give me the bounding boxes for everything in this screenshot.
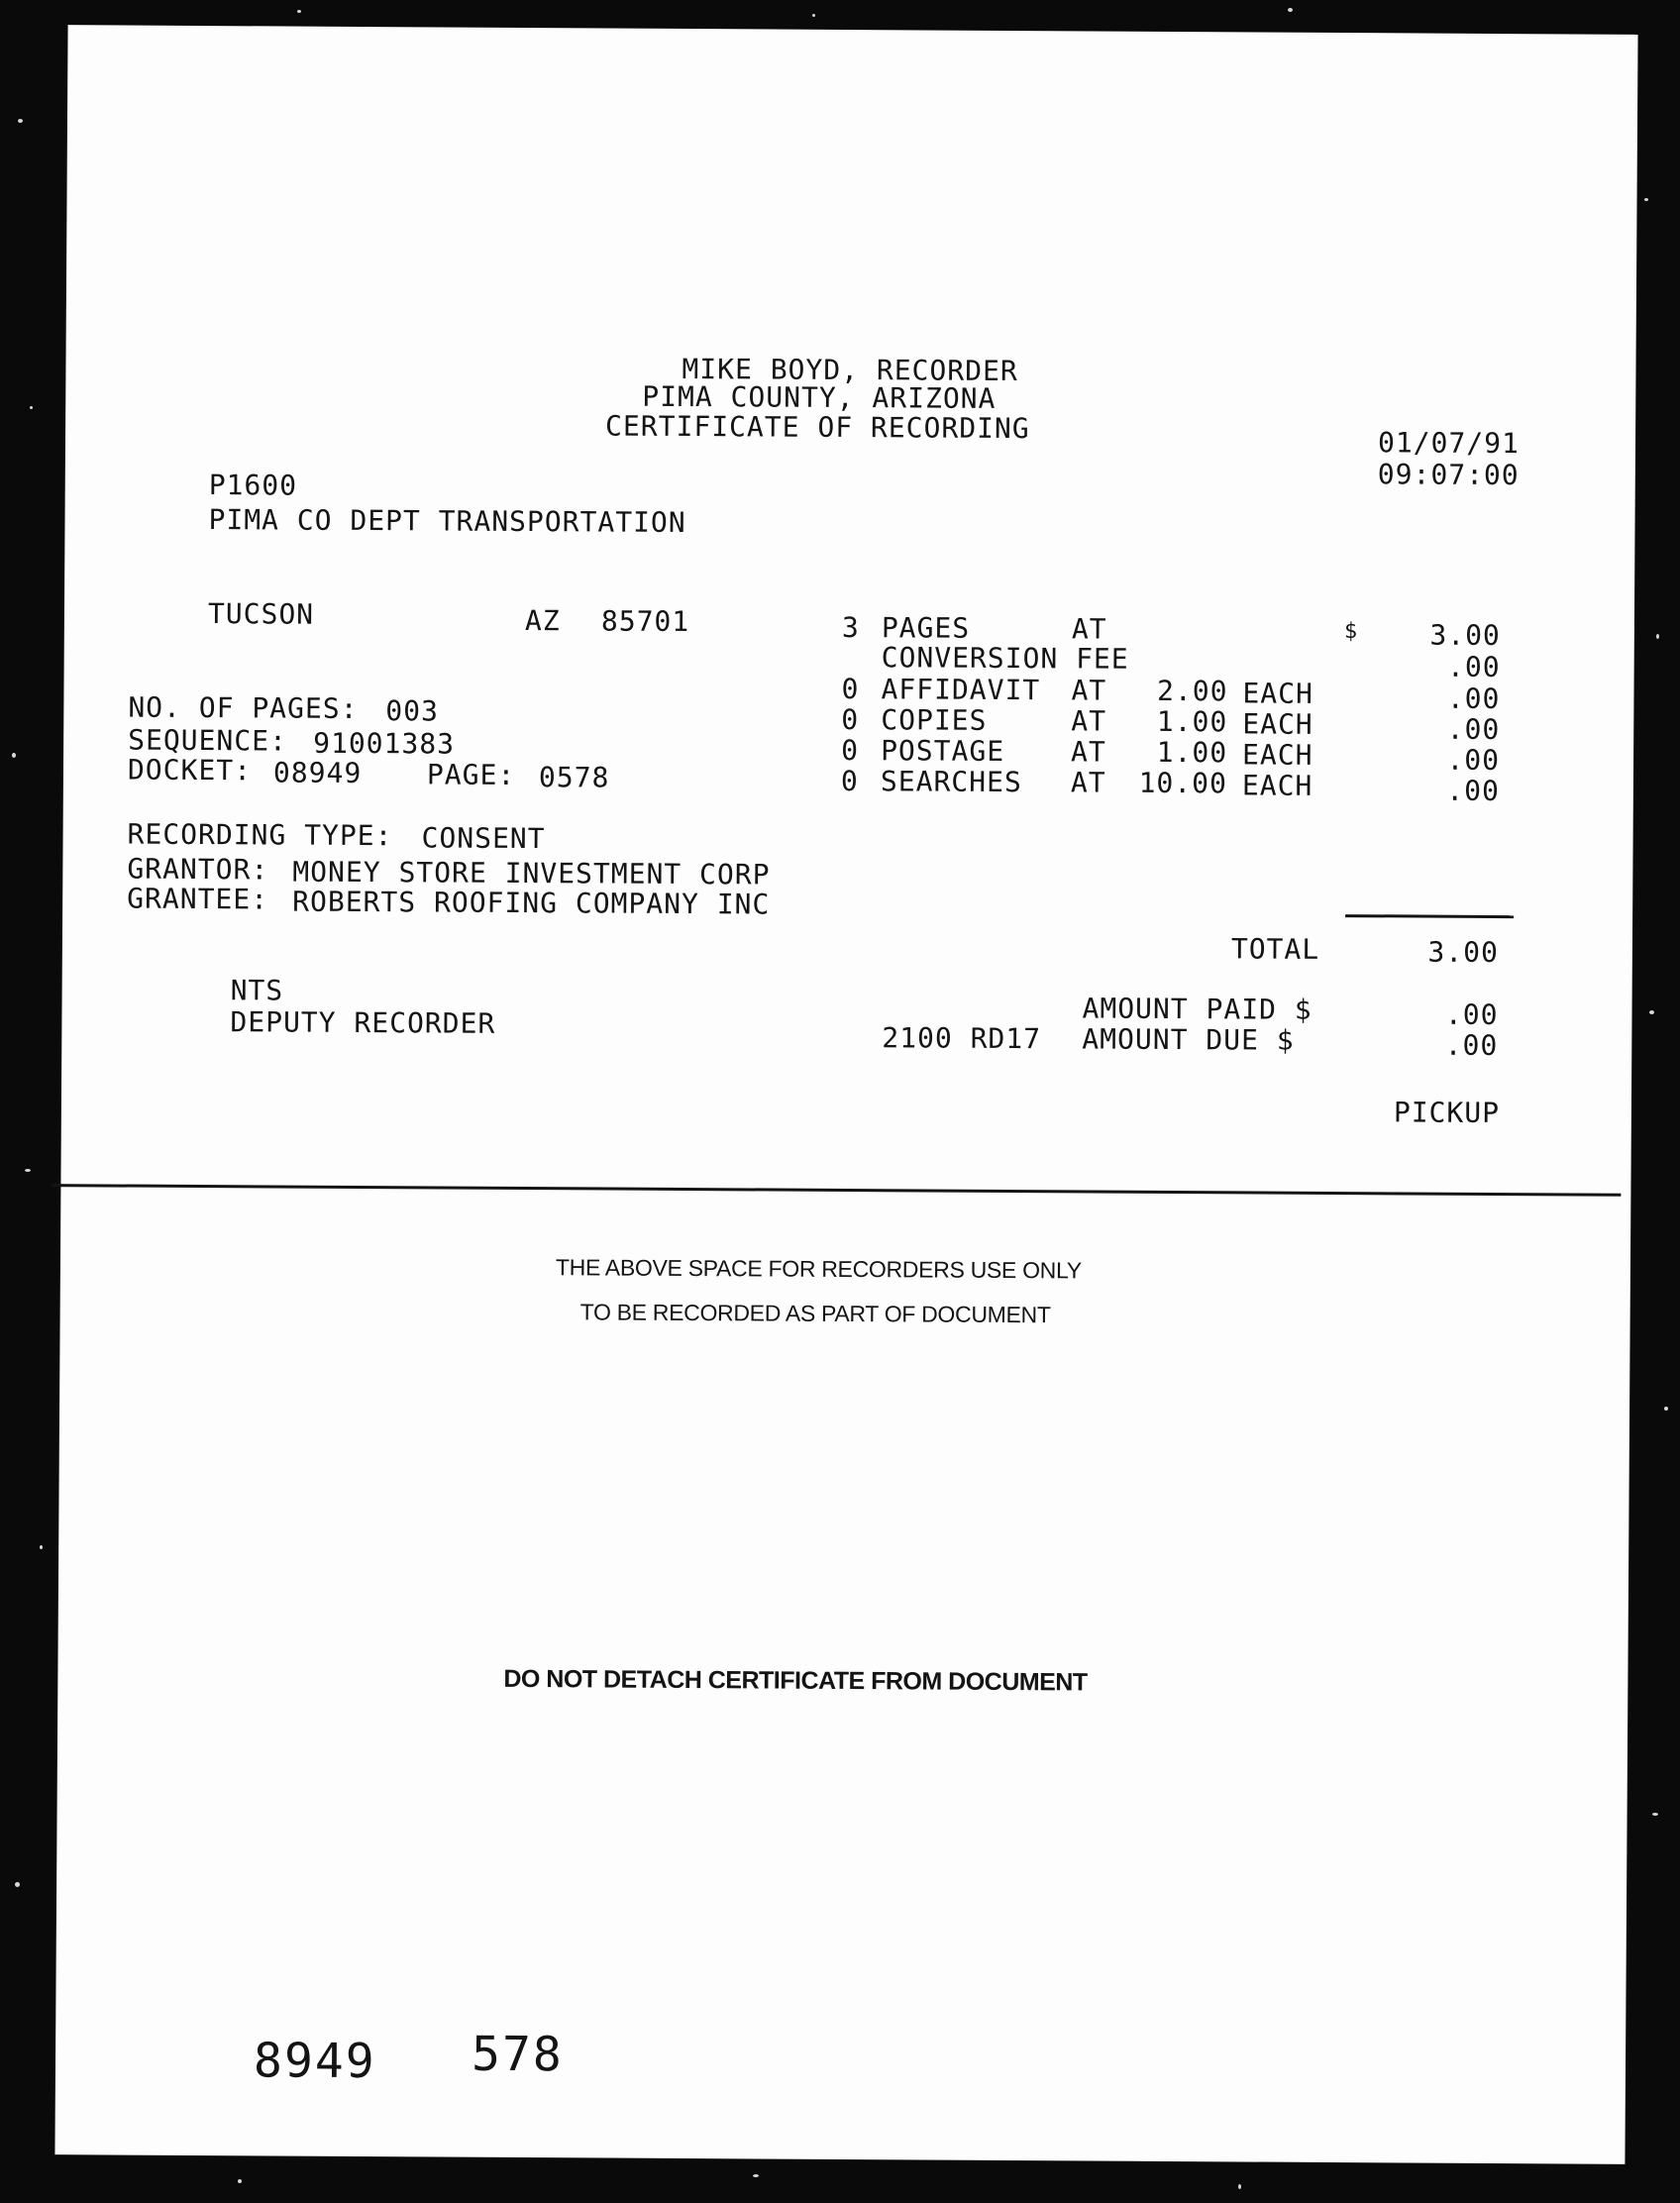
fee-item: SEARCHES	[880, 765, 1022, 799]
fee-at: AT	[1071, 735, 1106, 769]
grantor-label: GRANTOR:	[127, 852, 269, 887]
amount-due-label: AMOUNT DUE $	[1082, 1022, 1295, 1057]
amount-paid-value: .00	[1444, 997, 1499, 1032]
fee-item: AFFIDAVIT	[881, 673, 1041, 707]
fee-qty: 0	[841, 702, 860, 737]
sequence-label: SEQUENCE:	[128, 723, 287, 758]
grantor-value: MONEY STORE INVESTMENT CORP	[292, 855, 771, 892]
due-code: 2100 RD17	[882, 1021, 1042, 1056]
fee-amount: .00	[1446, 774, 1500, 808]
fee-each: EACH	[1242, 707, 1313, 741]
fee-each: EACH	[1241, 769, 1313, 802]
docket-value: 08949	[272, 756, 363, 790]
page-value: 0578	[538, 761, 610, 794]
county-state: PIMA COUNTY, ARIZONA	[642, 379, 997, 415]
grantee-value: ROBERTS ROOFING COMPANY INC	[292, 885, 771, 921]
total-value: 3.00	[1427, 935, 1499, 970]
recording-type-label: RECORDING TYPE:	[127, 817, 393, 853]
total-rule	[1345, 914, 1514, 918]
grantee-label: GRANTEE:	[127, 882, 269, 916]
fee-qty: 0	[841, 733, 860, 768]
fee-item: PAGES	[881, 611, 971, 645]
fee-qty: 3	[841, 610, 860, 645]
recorder-separator-line	[51, 1184, 1621, 1197]
recorder-name: MIKE BOYD, RECORDER	[682, 352, 1018, 388]
fee-dollar-sign: $	[1343, 619, 1359, 645]
fee-rate: 2.00	[1156, 674, 1228, 708]
customer-state: AZ	[524, 604, 561, 638]
fee-at: AT	[1071, 612, 1107, 646]
fee-qty: 0	[841, 672, 860, 706]
recording-type-value: CONSENT	[421, 821, 546, 856]
fee-each: EACH	[1242, 738, 1313, 772]
recording-date: 01/07/91	[1377, 426, 1520, 461]
recording-time: 09:07:00	[1377, 458, 1520, 492]
fee-qty: 0	[840, 764, 859, 798]
deputy-initials: NTS	[230, 974, 284, 1007]
page-label: PAGE:	[426, 758, 516, 791]
fee-at: AT	[1071, 704, 1107, 738]
certificate-title: CERTIFICATE OF RECORDING	[605, 409, 1030, 446]
fee-at: AT	[1070, 766, 1106, 799]
fee-item: POSTAGE	[881, 734, 1005, 768]
do-not-detach-notice: DO NOT DETACH CERTIFICATE FROM DOCUMENT	[503, 1664, 1088, 1697]
pickup-label: PICKUP	[1393, 1096, 1501, 1130]
customer-code: P1600	[208, 469, 298, 502]
fee-amount: .00	[1446, 712, 1501, 747]
fee-amount: .00	[1446, 743, 1501, 778]
sequence-value: 91001383	[313, 726, 456, 761]
pages-value: 003	[385, 694, 440, 728]
fee-item: COPIES	[881, 703, 988, 737]
customer-name: PIMA CO DEPT TRANSPORTATION	[208, 503, 686, 540]
fee-at: AT	[1071, 674, 1107, 707]
fee-amount: .00	[1446, 682, 1501, 716]
customer-zip: 85701	[600, 604, 690, 639]
fee-amount: .00	[1446, 650, 1501, 684]
docket-label: DOCKET:	[127, 753, 253, 787]
fee-rate: 10.00	[1138, 766, 1228, 800]
fee-item: CONVERSION FEE	[881, 641, 1129, 676]
amount-paid-label: AMOUNT PAID $	[1082, 992, 1312, 1026]
fee-each: EACH	[1242, 677, 1314, 710]
handwritten-page-number: 578	[471, 2026, 564, 2083]
to-be-recorded-notice: TO BE RECORDED AS PART OF DOCUMENT	[579, 1299, 1051, 1328]
handwritten-docket-number: 8949	[253, 2033, 376, 2090]
above-space-notice: THE ABOVE SPACE FOR RECORDERS USE ONLY	[555, 1254, 1082, 1284]
amount-due-value: .00	[1444, 1028, 1499, 1063]
fee-rate: 1.00	[1156, 735, 1228, 770]
certificate-page	[54, 25, 1637, 2164]
fee-amount: 3.00	[1429, 618, 1501, 653]
customer-city: TUCSON	[207, 597, 315, 631]
pages-label: NO. OF PAGES:	[128, 690, 359, 725]
total-label: TOTAL	[1230, 932, 1320, 966]
fee-rate: 1.00	[1156, 704, 1228, 739]
deputy-title: DEPUTY RECORDER	[230, 1005, 496, 1040]
